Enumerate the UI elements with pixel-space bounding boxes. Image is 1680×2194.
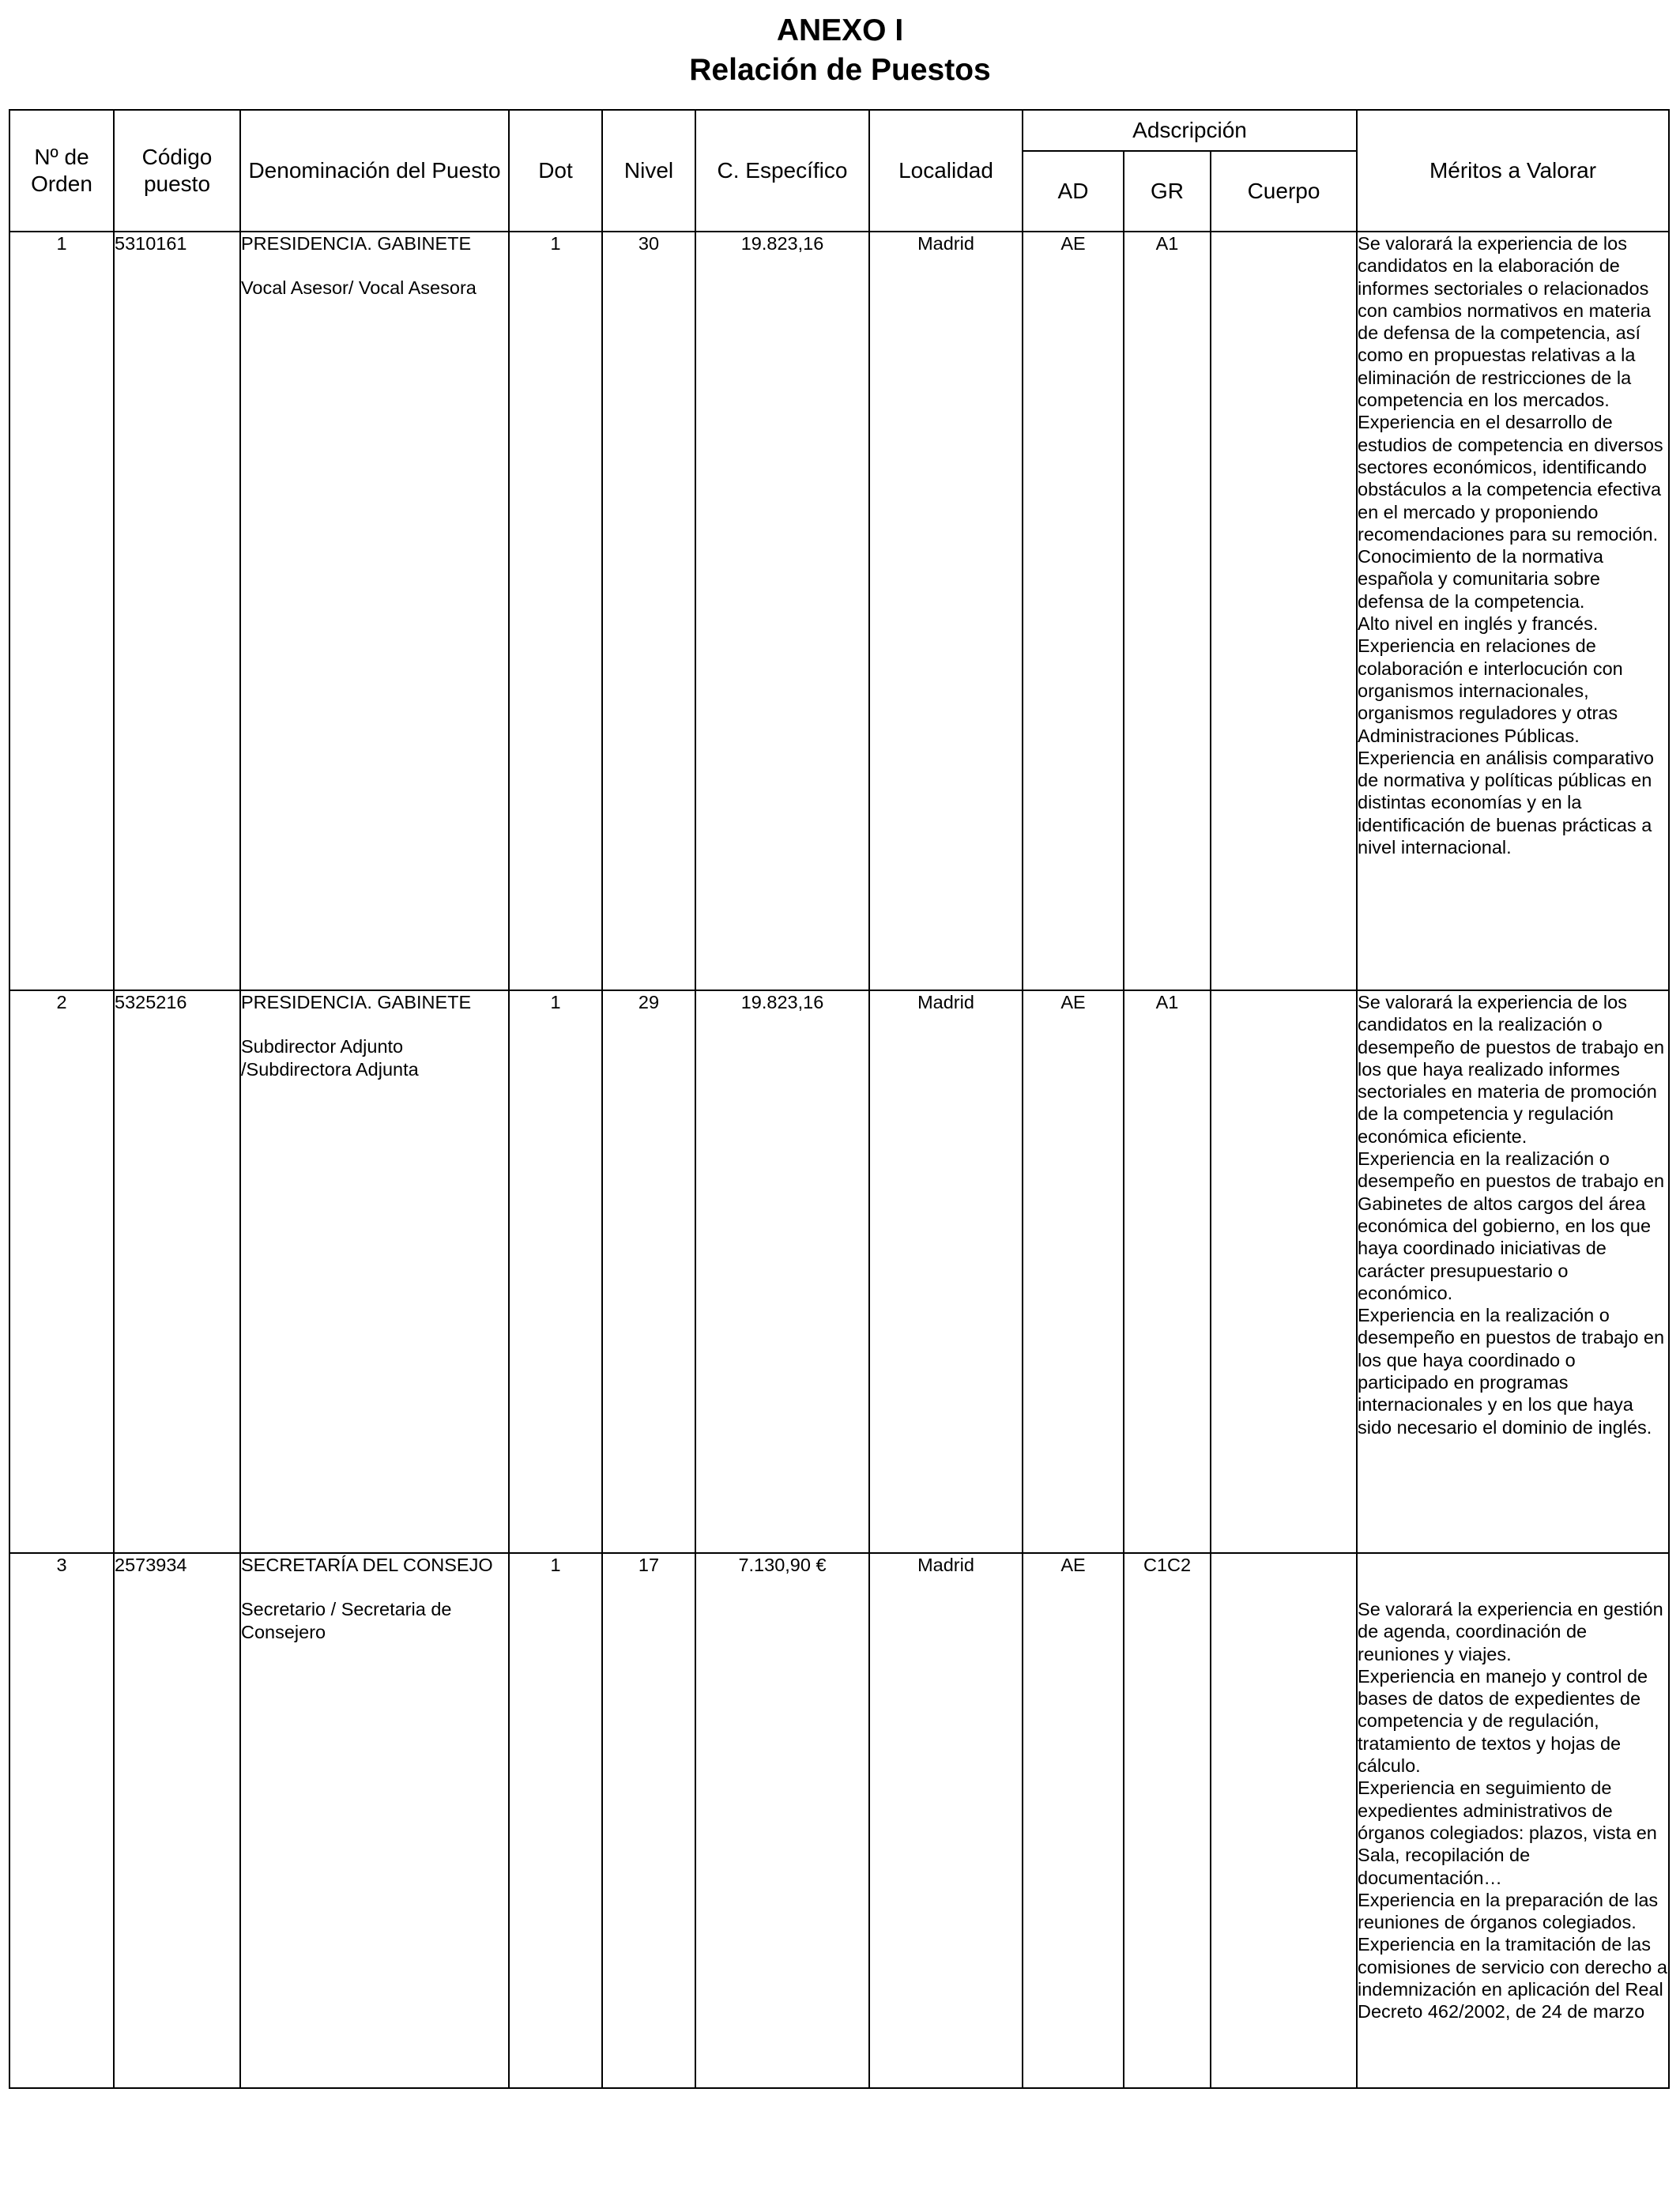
unit-name: PRESIDENCIA. GABINETE (241, 992, 472, 1012)
cell-cuerpo (1211, 990, 1357, 1553)
cell-orden: 2 (9, 990, 114, 1553)
merit-item: Conocimiento de la normativa española y comunitaria sobre defensa de la competencia. (1358, 546, 1603, 612)
cell-meritos (1357, 232, 1669, 990)
cell-dot: 1 (509, 990, 602, 1553)
cell-localidad: Madrid (869, 990, 1023, 1553)
merit-item: Experiencia en la realización o desempeño en puestos de trabajo en los que haya coordinado o participado en programas internacionales y en los que haya sido necesario el dominio de inglés. (1358, 1305, 1665, 1438)
document-subtitle: Relación de Puestos (689, 53, 991, 87)
header-nivel: Nivel (602, 110, 695, 232)
cell-especifico: 7.130,90 € (695, 1553, 869, 2088)
document-title: ANEXO I (776, 13, 904, 47)
merit-item: Experiencia en el desarrollo de estudios de competencia en diversos sectores económicos, identificando obstáculos a la competencia efectiva en el mercado y proponiendo recomendaciones para su remoción. (1358, 412, 1663, 545)
cell-nivel: 29 (602, 990, 695, 1553)
merit-item: Experiencia en la realización o desempeño en puestos de trabajo en Gabinetes de altos cargos del área económica del gobierno, en los que haya coordinado iniciativas de carácter presupuestario o económico. (1358, 1148, 1665, 1303)
header-codigo: Código puesto (114, 110, 240, 232)
cell-localidad: Madrid (869, 232, 1023, 990)
cell-codigo: 5310161 (114, 232, 240, 990)
cell-dot: 1 (509, 1553, 602, 2088)
cell-gr: C1C2 (1124, 1553, 1211, 2088)
merit-item: Experiencia en análisis comparativo de normativa y políticas públicas en distintas economías y en la identificación de buenas prácticas a nivel internacional. (1358, 747, 1654, 858)
cell-meritos (1357, 1553, 1669, 2088)
header-ad: AD (1023, 151, 1124, 232)
merit-item: Se valorará la experiencia en gestión de agenda, coordinación de reuniones y viajes. (1358, 1599, 1663, 1664)
header-localidad: Localidad (869, 110, 1023, 232)
cell-especifico: 19.823,16 (695, 232, 869, 990)
position-name: Secretario / Secretaria de Consejero (241, 1599, 452, 1642)
cell-gr: A1 (1124, 232, 1211, 990)
header-denominacion: Denominación del Puesto (240, 110, 509, 232)
header-meritos: Méritos a Valorar (1357, 110, 1669, 232)
unit-name: PRESIDENCIA. GABINETE (241, 233, 472, 254)
cell-localidad: Madrid (869, 1553, 1023, 2088)
header-gr: GR (1124, 151, 1211, 232)
merit-item: Se valorará la experiencia de los candidatos en la elaboración de informes sectoriales o relacionados con cambios normativos en materia de defensa de la competencia, así como en propuestas relativas a la eliminación de restricciones de la competencia en los mercados. (1358, 233, 1651, 411)
header-cuerpo: Cuerpo (1211, 151, 1357, 232)
merit-item: Experiencia en relaciones de colaboración e interlocución con organismos internacionales, organismos reguladores y otras Administraciones Públicas. (1358, 635, 1623, 746)
unit-name: SECRETARÍA DEL CONSEJO (241, 1555, 493, 1575)
position-name: Vocal Asesor/ Vocal Asesora (241, 277, 477, 299)
merit-item: Experiencia en la tramitación de las comisiones de servicio con derecho a indemnización en aplicación del Real Decreto 462/2002, de 24 de marzo (1358, 1934, 1667, 2022)
cell-gr: A1 (1124, 990, 1211, 1553)
merit-item: Experiencia en la preparación de las reuniones de órganos colegiados. (1358, 1889, 1659, 1933)
cell-nivel: 30 (602, 232, 695, 990)
merit-item: Se valorará la experiencia de los candidatos en la realización o desempeño de puestos de trabajo en los que haya realizado informes sectoriales en materia de promoción de la competencia y regulación económica eficiente. (1358, 992, 1665, 1147)
table-row (9, 232, 1669, 990)
cell-ad: AE (1023, 1553, 1124, 2088)
cell-dot: 1 (509, 232, 602, 990)
cell-cuerpo (1211, 232, 1357, 990)
cell-denominacion (240, 232, 509, 990)
cell-codigo: 2573934 (114, 1553, 240, 2088)
cell-orden: 1 (9, 232, 114, 990)
cell-especifico: 19.823,16 (695, 990, 869, 1553)
cell-cuerpo (1211, 1553, 1357, 2088)
position-name: Subdirector Adjunto /Subdirectora Adjunta (241, 1036, 419, 1080)
cell-nivel: 17 (602, 1553, 695, 2088)
merit-item: Alto nivel en inglés y francés. (1358, 613, 1599, 635)
positions-table (9, 109, 1670, 2089)
cell-orden: 3 (9, 1553, 114, 2088)
header-dot: Dot (509, 110, 602, 232)
cell-ad: AE (1023, 232, 1124, 990)
header-especifico: C. Específico (695, 110, 869, 232)
header-adscripcion: Adscripción (1023, 110, 1357, 151)
merit-item: Experiencia en seguimiento de expedientes administrativos de órganos colegiados: plazos, vista en Sala, recopilación de documentación… (1358, 1777, 1657, 1888)
cell-ad: AE (1023, 990, 1124, 1553)
header-orden: Nº de Orden (9, 110, 114, 232)
cell-denominacion (240, 1553, 509, 2088)
merit-item: Experiencia en manejo y control de bases de datos de expedientes de competencia y de regulación, tratamiento de textos y hojas de cálculo. (1358, 1665, 1648, 1777)
cell-meritos (1357, 990, 1669, 1553)
cell-codigo: 5325216 (114, 990, 240, 1553)
cell-denominacion (240, 990, 509, 1553)
document-header (0, 11, 1680, 90)
table-row (9, 990, 1669, 1553)
table-row (9, 1553, 1669, 2088)
